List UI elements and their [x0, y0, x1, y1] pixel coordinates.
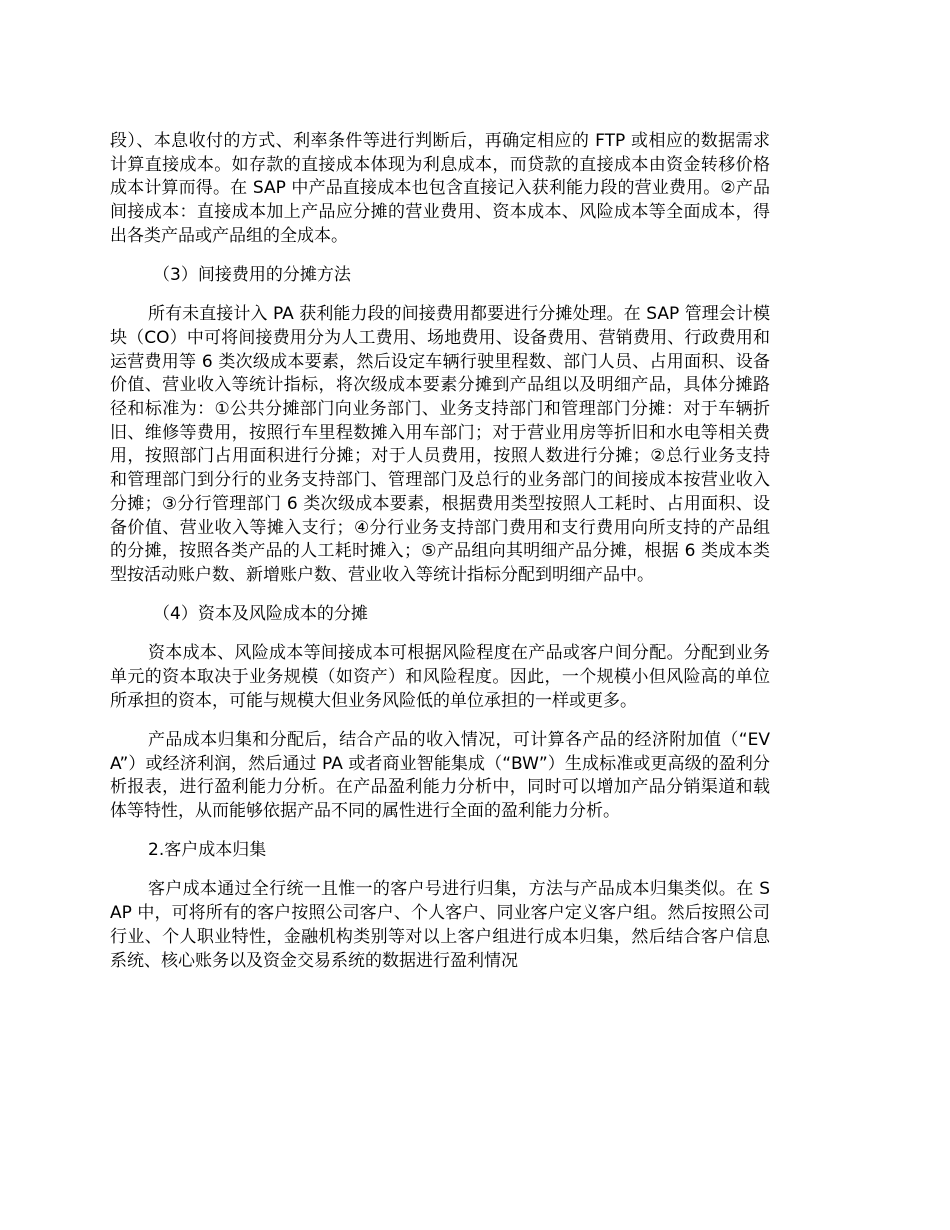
paragraph-customer-cost: 客户成本通过全行统一且惟一的客户号进行归集，方法与产品成本归集类似。在 SAP 中，可将所有的客户按照公司客户、个人客户、同业客户定义客户组。然后按照公司行业、个人职业特性，金融机构类别等对以上客户组进行成本归集，然后结合客户信息系统、核心账务以及资金交易系统的数据进行盈利情况 — [110, 879, 770, 971]
document-page — [110, 130, 770, 973]
paragraph-capital-risk-allocation: 资本成本、风险成本等间接成本可根据风险程度在产品或客户间分配。分配到业务单元的资本取决于业务规模（如资产）和风险程度。因此，一个规模小但风险高的单位所承担的资本，可能与规模大但业务风险低的单位承担的一样或更多。 — [110, 643, 770, 711]
paragraph-indirect-cost-allocation: 所有未直接计入 PA 获利能力段的间接费用都要进行分摊处理。在 SAP 管理会计模块（CO）中可将间接费用分为人工费用、场地费用、设备费用、营销费用、行政费用和运营费用等 6 类次级成本要素，然后设定车辆行驶里程数、部门人员、占用面积、设备价值、营业收入等统计指标，将次级成本要素分摊到产品组以及明细产品，具体分摊路径和标准为：①公共分摊部门向业务部门、业务支持部门和管理部门分摊：对于车辆折旧、维修等费用，按照行车里程数摊入用车部门；对于营业用房等折旧和水电等相关费用，按照部门占用面积进行分摊；对于人员费用，按照人数进行分摊；②总行业务支持和管理部门到分行的业务支持部门、管理部门及总行的业务部门的间接成本按营业收入分摊；③分行管理部门 6 类次级成本要素，根据费用类型按照人工耗时、占用面积、设备价值、营业收入等摊入支行；④分行业务支持部门费用和支行费用向所支持的产品组的分摊，按照各类产品的人工耗时摊入；⑤产品组向其明细产品分摊，根据 6 类成本类型按活动账户数、新增账户数、营业收入等统计指标分配到明细产品中。 — [110, 304, 770, 585]
paragraph-direct-cost-continued: 段）、本息收付的方式、利率条件等进行判断后，再确定相应的 FTP 或相应的数据需求计算直接成本。如存款的直接成本体现为利息成本，而贷款的直接成本由资金转移价格成本计算而得。在 SAP 中产品直接成本也包含直接记入获利能力段的营业费用。②产品间接成本：直接成本加上产品应分摊的营业费用、资本成本、风险成本等全面成本，得出各类产品或产品组的全成本。 — [110, 131, 770, 246]
section-heading-customer-cost: 2.客户成本归集 — [148, 840, 267, 861]
paragraph-profitability-analysis: 产品成本归集和分配后，结合产品的收入情况，可计算各产品的经济附加值（“EVA”）或经济利润，然后通过 PA 或者商业智能集成（“BW”）生成标准或更高级的盈利分析报表，进行盈利能力分析。在产品盈利能力分析中，同时可以增加产品分销渠道和载体等特性，从而能够依据产品不同的属性进行全面的盈利能力分析。 — [110, 729, 770, 822]
section-heading-indirect-cost-allocation: （3）间接费用的分摊方法 — [153, 265, 351, 286]
section-heading-capital-risk-allocation: （4）资本及风险成本的分摊 — [153, 604, 368, 625]
